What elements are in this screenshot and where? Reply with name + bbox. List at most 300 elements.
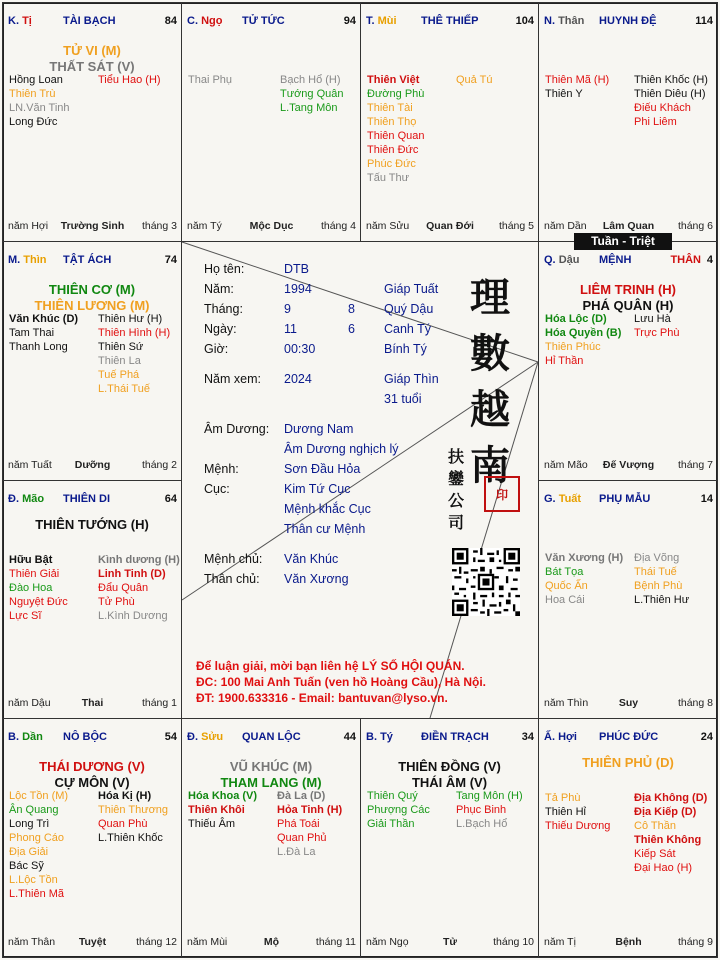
palace-cell-dan[interactable] <box>2 718 182 958</box>
palace-footer <box>8 697 177 711</box>
minor-star: Thiên Thương <box>98 804 169 816</box>
month-can-chi: Quý Dậu <box>384 302 434 316</box>
center-info-panel <box>182 242 538 718</box>
minor-star: Đẩu Quân <box>98 582 149 594</box>
calligraphy-side-char: 司 <box>448 513 465 532</box>
palace-age: 64 <box>164 493 177 505</box>
earthly-branch: Dậu <box>558 254 580 266</box>
palace-name: PHỤ MẪU <box>599 493 651 505</box>
contact-address: ĐC: 100 Mai Anh Tuấn (ven hồ Hoàng Cầu), Hà Nội. <box>196 675 487 689</box>
minor-star: LN.Văn Tinh <box>9 102 70 114</box>
palace-name: ĐIỀN TRẠCH <box>421 731 489 743</box>
life-phase: Trường Sinh <box>60 220 125 232</box>
hour-can-chi: Bính Tý <box>384 342 427 356</box>
minor-star: Tử Phù <box>98 596 135 608</box>
day-value: 11 <box>284 322 297 336</box>
minor-stars-left <box>9 789 68 901</box>
minor-star: Linh Tinh (D) <box>98 568 166 580</box>
footer-year: năm Thân <box>8 936 56 948</box>
am-duong-label: Âm Dương: <box>204 422 270 436</box>
palace-name: NÔ BỘC <box>63 731 107 743</box>
palace-age: 44 <box>343 731 356 743</box>
palace-footer <box>544 220 713 234</box>
palace-footer <box>8 459 177 473</box>
major-star: TỬ VI (M) <box>63 43 121 58</box>
palace-age: 4 <box>706 254 713 266</box>
major-star: THIÊN LƯƠNG (M) <box>34 298 150 313</box>
minor-star: Tướng Quân <box>280 88 344 100</box>
earthly-branch: Tý <box>380 731 393 743</box>
day-label: Ngày: <box>204 322 237 336</box>
life-phase: Suy <box>618 697 639 709</box>
life-phase: Bệnh <box>615 936 642 948</box>
palace-name: THÊ THIẾP <box>421 15 479 27</box>
cuc-value: Kim Tứ Cục <box>284 482 351 496</box>
palace-age: 84 <box>164 15 177 27</box>
minor-star: Thiên Khôi <box>188 804 245 816</box>
minor-stars-right <box>456 73 493 87</box>
palace-name: PHÚC ĐỨC <box>599 731 659 743</box>
palace-position <box>544 493 581 505</box>
minor-star: Phi Liêm <box>634 116 677 128</box>
minor-star: Đại Hao (H) <box>634 862 693 874</box>
palace-position <box>187 15 222 27</box>
palace-cell-ty[interactable] <box>360 718 539 958</box>
footer-month: tháng 5 <box>498 220 534 232</box>
life-phase: Tuyệt <box>78 936 107 948</box>
life-phase: Đế Vượng <box>602 459 655 471</box>
palace-name: TÀI BẠCH <box>63 15 116 27</box>
footer-month: tháng 8 <box>677 697 713 709</box>
minor-star: L.Tang Môn <box>280 102 338 114</box>
minor-star: Lộc Tồn (M) <box>9 790 69 802</box>
minor-stars-left <box>188 73 232 87</box>
qr-code-graphic <box>452 548 520 616</box>
qr-code-icon[interactable] <box>452 548 520 616</box>
palace-cell-mui[interactable] <box>360 2 539 242</box>
minor-star: Thiên Thọ <box>367 116 417 128</box>
minor-star: L.Thiên Mã <box>9 888 65 900</box>
heavenly-stem: B. <box>366 731 377 743</box>
hour-label: Giờ: <box>204 342 229 356</box>
major-star: LIÊM TRINH (H) <box>579 282 677 297</box>
heavenly-stem: Đ. <box>8 493 19 505</box>
calligraphy-main <box>470 270 510 494</box>
month-value: 9 <box>284 302 291 316</box>
footer-month: tháng 3 <box>141 220 177 232</box>
than-marker: THÂN <box>670 254 701 266</box>
earthly-branch: Thìn <box>23 254 47 266</box>
minor-stars-left <box>545 73 609 101</box>
view-year-label: Năm xem: <box>204 372 261 386</box>
earthly-branch: Tị <box>22 15 32 27</box>
minor-star: Long Trì <box>9 818 50 830</box>
minor-star: Thiên Tài <box>367 102 413 114</box>
major-star: THÁI ÂM (V) <box>411 775 488 790</box>
minor-star: L.Thái Tuế <box>98 383 150 395</box>
footer-month: tháng 1 <box>141 697 177 709</box>
minor-star: Trực Phù <box>634 327 680 339</box>
am-duong-note: Âm Dương nghịch lý <box>284 442 399 456</box>
minor-star: Bác Sỹ <box>9 860 44 872</box>
footer-month: tháng 11 <box>315 936 356 948</box>
life-phase: Dưỡng <box>74 459 111 471</box>
menh-chu-value: Văn Khúc <box>284 552 339 566</box>
month-lunar: 8 <box>348 302 355 316</box>
heavenly-stem: K. <box>8 15 19 27</box>
footer-year: năm Hợi <box>8 220 49 232</box>
minor-stars-left <box>9 73 70 129</box>
footer-month: tháng 6 <box>677 220 713 232</box>
menh-chu-label: Mệnh chủ: <box>204 552 263 566</box>
palace-position <box>8 493 44 505</box>
palace-age: 94 <box>343 15 356 27</box>
minor-star: Bạch Hổ (H) <box>280 74 341 86</box>
minor-star: Kình dương (H) <box>98 554 180 566</box>
earthly-branch: Thân <box>558 15 585 27</box>
heavenly-stem: G. <box>544 493 556 505</box>
footer-year: năm Sửu <box>366 220 410 232</box>
palace-cell-ti[interactable] <box>2 2 182 242</box>
minor-star: Thiên Sứ <box>98 341 144 353</box>
palace-age: 114 <box>695 15 713 27</box>
footer-month: tháng 7 <box>677 459 713 471</box>
palace-age: 104 <box>515 15 534 27</box>
palace-cell-suu[interactable] <box>181 718 361 958</box>
minor-star: Đào Hoa <box>9 582 53 594</box>
minor-stars-left <box>545 312 621 368</box>
palace-position <box>8 731 43 743</box>
minor-star: Thiên Hư (H) <box>98 313 163 325</box>
palace-age: 14 <box>700 493 713 505</box>
footer-year: năm Mùi <box>187 936 228 948</box>
major-star: CỰ MÔN (V) <box>54 775 130 790</box>
minor-star: Thiếu Dương <box>545 820 611 832</box>
life-phase: Tử <box>442 936 458 948</box>
minor-star: Quan Phù <box>98 818 148 830</box>
minor-star: Địa Võng <box>634 552 680 564</box>
minor-star: Văn Xương (H) <box>545 552 624 564</box>
name-label: Họ tên: <box>204 262 245 276</box>
minor-star: Thiên Y <box>545 88 583 100</box>
palace-footer <box>8 936 177 950</box>
minor-star: Hữu Bật <box>9 554 53 566</box>
minor-stars-right <box>98 73 161 87</box>
minor-star: Thiên Mã (H) <box>545 74 610 86</box>
life-phase: Quan Đới <box>426 220 474 232</box>
palace-name: THIÊN DI <box>63 493 111 505</box>
minor-star: Thiên Việt <box>367 74 420 86</box>
footer-year: năm Tị <box>544 936 576 948</box>
palace-footer <box>8 220 177 234</box>
palace-age: 74 <box>164 254 177 266</box>
minor-star: Đường Phù <box>367 88 425 100</box>
minor-star: Thiên Quý <box>367 790 418 802</box>
minor-star: Lưu Hà <box>634 313 671 325</box>
minor-star: Thiên Hỉ <box>545 806 586 818</box>
contact-phone-email[interactable]: ĐT: 1900.633316 - Email: bantuvan@lyso.vn. <box>196 691 448 705</box>
minor-star: Lực Sĩ <box>9 610 42 622</box>
minor-star: Tam Thai <box>9 327 55 339</box>
footer-year: năm Tuất <box>8 459 52 471</box>
earthly-branch: Tuất <box>558 493 582 505</box>
palace-position <box>8 15 32 27</box>
earthly-branch: Mão <box>22 493 45 505</box>
minor-star: Quốc Ấn <box>545 580 588 592</box>
minor-stars-left <box>545 791 610 833</box>
day-lunar: 6 <box>348 322 355 336</box>
major-star: THIÊN ĐỒNG (V) <box>398 759 501 774</box>
earthly-branch: Hợi <box>558 731 577 743</box>
palace-position <box>8 254 47 266</box>
calligraphy-char: 數 <box>470 330 510 377</box>
minor-star: Tang Môn (H) <box>456 790 523 802</box>
than-cu: Thân cư Mệnh <box>284 522 366 536</box>
minor-star: Thiên Diêu (H) <box>634 88 706 100</box>
footer-year: năm Thìn <box>544 697 589 709</box>
minor-star: Phúc Đức <box>367 158 416 170</box>
palace-position <box>366 15 397 27</box>
minor-star: Hỉ Thần <box>545 355 584 367</box>
minor-star: Thai Phụ <box>188 74 233 86</box>
heavenly-stem: C. <box>187 15 198 27</box>
heavenly-stem: M. <box>8 254 21 266</box>
cuc-note: Mệnh khắc Cục <box>284 502 371 516</box>
life-phase: Lâm Quan <box>602 220 655 232</box>
minor-star: Thiên Không <box>634 834 702 846</box>
minor-star: Thiên Khốc (H) <box>634 74 708 86</box>
minor-star: Thanh Long <box>9 341 68 353</box>
heavenly-stem: Đ. <box>187 731 198 743</box>
minor-star: Thiên La <box>98 355 141 367</box>
year-label: Năm: <box>204 282 234 296</box>
palace-name: TỬ TỨC <box>242 15 285 27</box>
footer-month: tháng 2 <box>141 459 177 471</box>
life-phase: Mộc Dục <box>249 220 294 232</box>
minor-stars-left <box>9 312 78 354</box>
palace-name: HUYNH ĐỆ <box>599 15 657 27</box>
minor-star: Thái Tuế <box>634 566 677 578</box>
minor-star: Bệnh Phù <box>634 580 683 592</box>
tuan-triet-badge: Tuần - Triệt <box>574 233 672 250</box>
minor-stars-right <box>98 789 168 845</box>
palace-cell-dau[interactable] <box>538 241 718 481</box>
menh-label: Mệnh: <box>204 462 239 476</box>
calligraphy-side-char: 扶 <box>448 447 465 466</box>
major-star: THIÊN TƯỚNG (H) <box>35 517 149 532</box>
minor-stars-left <box>367 73 424 185</box>
calligraphy-side <box>448 446 464 534</box>
minor-star: Thiên Quan <box>367 130 425 142</box>
minor-stars-left <box>367 789 430 831</box>
major-star: THẤT SÁT (V) <box>49 59 135 74</box>
minor-star: L.Thiên Hư <box>634 594 690 606</box>
earthly-branch: Mùi <box>377 15 397 27</box>
view-can-chi: Giáp Thìn <box>384 372 439 386</box>
palace-footer <box>366 936 534 950</box>
footer-year: năm Dần <box>544 220 587 232</box>
palace-cell-ngo[interactable] <box>181 2 361 242</box>
heavenly-stem: Q. <box>544 254 556 266</box>
heavenly-stem: N. <box>544 15 555 27</box>
minor-star: Tiểu Hao (H) <box>98 74 161 86</box>
than-chu-value: Văn Xương <box>284 572 349 586</box>
heavenly-stem: Ấ. <box>544 731 555 743</box>
palace-age: 54 <box>164 731 177 743</box>
minor-star: L.Bạch Hổ <box>456 818 508 830</box>
palace-footer <box>187 220 356 234</box>
palace-position <box>544 731 577 743</box>
year-value: 1994 <box>284 282 312 296</box>
minor-stars-left <box>545 551 623 607</box>
am-duong-value: Dương Nam <box>284 422 354 436</box>
footer-year: năm Ngọ <box>366 936 409 948</box>
name-value: DTB <box>284 262 309 276</box>
minor-star: Địa Giải <box>9 846 49 858</box>
minor-star: Hóa Lộc (D) <box>545 313 607 325</box>
calligraphy-char: 越 <box>470 386 510 433</box>
year-can-chi: Giáp Tuất <box>384 282 439 296</box>
palace-footer <box>187 936 356 950</box>
minor-star: Thiên Giải <box>9 568 60 580</box>
palace-cell-mao[interactable] <box>2 480 182 719</box>
minor-star: Hóa Quyền (B) <box>545 327 622 339</box>
palace-name: TẬT ÁCH <box>63 254 112 266</box>
minor-stars-left <box>188 789 257 831</box>
minor-star: Hoa Cái <box>545 594 585 606</box>
minor-star: Địa Không (D) <box>634 792 708 804</box>
palace-name: QUAN LỘC <box>242 731 301 743</box>
minor-star: Tuế Phá <box>98 369 140 381</box>
earthly-branch: Sửu <box>201 731 224 743</box>
major-star: VŨ KHÚC (M) <box>229 759 313 774</box>
minor-star: Phong Cáo <box>9 832 65 844</box>
minor-stars-right <box>634 73 708 129</box>
month-label: Tháng: <box>204 302 243 316</box>
minor-stars-right <box>277 789 342 859</box>
minor-star: Quả Tú <box>456 74 493 86</box>
minor-star: L.Đà La <box>277 846 316 858</box>
menh-value: Sơn Đầu Hỏa <box>284 462 361 476</box>
major-star: THIÊN CƠ (M) <box>48 282 136 297</box>
minor-star: Hóa Kị (H) <box>98 790 152 802</box>
palace-age: 34 <box>521 731 534 743</box>
footer-year: năm Dậu <box>8 697 51 709</box>
palace-footer <box>544 459 713 473</box>
calligraphy-char: 南 <box>470 442 510 489</box>
minor-star: Nguyệt Đức <box>9 596 68 608</box>
palace-name: MỆNH <box>599 254 632 266</box>
minor-star: Hóa Khoa (V) <box>188 790 258 802</box>
minor-star: Thiếu Âm <box>188 818 236 830</box>
minor-star: Bát Tọa <box>545 566 584 578</box>
footer-month: tháng 4 <box>320 220 356 232</box>
minor-star: Tấu Thư <box>367 172 410 184</box>
minor-star: Thiên Hình (H) <box>98 327 171 339</box>
life-phase: Mộ <box>263 936 280 948</box>
major-star: THAM LANG (M) <box>220 775 322 790</box>
minor-star: Long Đức <box>9 116 58 128</box>
earthly-branch: Ngọ <box>201 15 223 27</box>
minor-star: Địa Kiếp (D) <box>634 806 697 818</box>
palace-footer <box>544 936 713 950</box>
footer-year: năm Tý <box>187 220 222 232</box>
minor-stars-right <box>634 312 679 340</box>
calligraphy-side-char: 鑾 <box>448 469 465 488</box>
hour-value: 00:30 <box>284 342 316 356</box>
palace-position <box>366 731 393 743</box>
footer-month: tháng 10 <box>493 936 534 948</box>
minor-star: L.Thiên Khốc <box>98 832 163 844</box>
view-year-value: 2024 <box>284 372 312 386</box>
palace-cell-than[interactable] <box>538 2 718 242</box>
life-phase: Thai <box>81 697 104 709</box>
minor-star: Văn Khúc (D) <box>9 313 79 325</box>
palace-age: 24 <box>700 731 713 743</box>
minor-stars-right <box>98 553 180 623</box>
footer-month: tháng 12 <box>136 936 177 948</box>
day-can-chi: Canh Tý <box>384 322 432 336</box>
palace-footer <box>366 220 534 234</box>
minor-star: Hồng Loan <box>9 74 63 86</box>
minor-star: Quan Phủ <box>277 832 327 844</box>
minor-star: Phá Toái <box>277 818 320 830</box>
minor-star: Giải Thần <box>367 818 415 830</box>
than-chu-label: Thân chủ: <box>204 572 260 586</box>
minor-star: L.Kình Dương <box>98 610 168 622</box>
minor-star: Tả Phù <box>545 792 581 804</box>
minor-stars-right <box>634 551 689 607</box>
heavenly-stem: B. <box>8 731 19 743</box>
minor-star: Phượng Các <box>367 804 430 816</box>
calligraphy-char: 理 <box>470 274 510 321</box>
minor-star: Đà La (D) <box>277 790 326 802</box>
minor-stars-left <box>9 553 68 623</box>
calligraphy-side-char: 公 <box>448 491 465 510</box>
major-star: THÁI DƯƠNG (V) <box>39 759 145 774</box>
minor-star: Phục Binh <box>456 804 507 816</box>
age-text: 31 tuổi <box>384 392 422 406</box>
minor-star: Kiếp Sát <box>634 848 676 860</box>
minor-star: Thiên Trù <box>9 88 56 100</box>
palace-position <box>544 15 584 27</box>
palace-position <box>187 731 223 743</box>
contact-line: Để luận giải, mời bạn liên hệ LÝ SỐ HỘI QUÁN. <box>196 659 465 673</box>
palace-footer <box>544 697 713 711</box>
minor-stars-right <box>280 73 344 115</box>
earthly-branch: Dần <box>22 731 43 743</box>
minor-star: L.Lộc Tồn <box>9 874 58 886</box>
major-star: THIÊN PHỦ (D) <box>582 755 674 770</box>
palace-cell-tuat[interactable] <box>538 480 718 719</box>
contact-block <box>196 658 536 706</box>
major-star: PHÁ QUÂN (H) <box>582 298 674 313</box>
minor-star: Điếu Khách <box>634 102 691 114</box>
palace-position <box>544 254 579 266</box>
red-seal-stamp: 印 <box>484 476 520 512</box>
palace-cell-hoi[interactable] <box>538 718 718 958</box>
minor-star: Hỏa Tinh (H) <box>277 804 343 816</box>
footer-year: năm Mão <box>544 459 588 471</box>
footer-month: tháng 9 <box>677 936 713 948</box>
cuc-label: Cục: <box>204 482 230 496</box>
palace-cell-thin[interactable] <box>2 241 182 481</box>
minor-stars-right <box>98 312 170 396</box>
minor-star: Ân Quang <box>9 804 59 816</box>
heavenly-stem: T. <box>366 15 375 27</box>
minor-star: Thiên Phúc <box>545 341 601 353</box>
minor-star: Thiên Đức <box>367 144 419 156</box>
